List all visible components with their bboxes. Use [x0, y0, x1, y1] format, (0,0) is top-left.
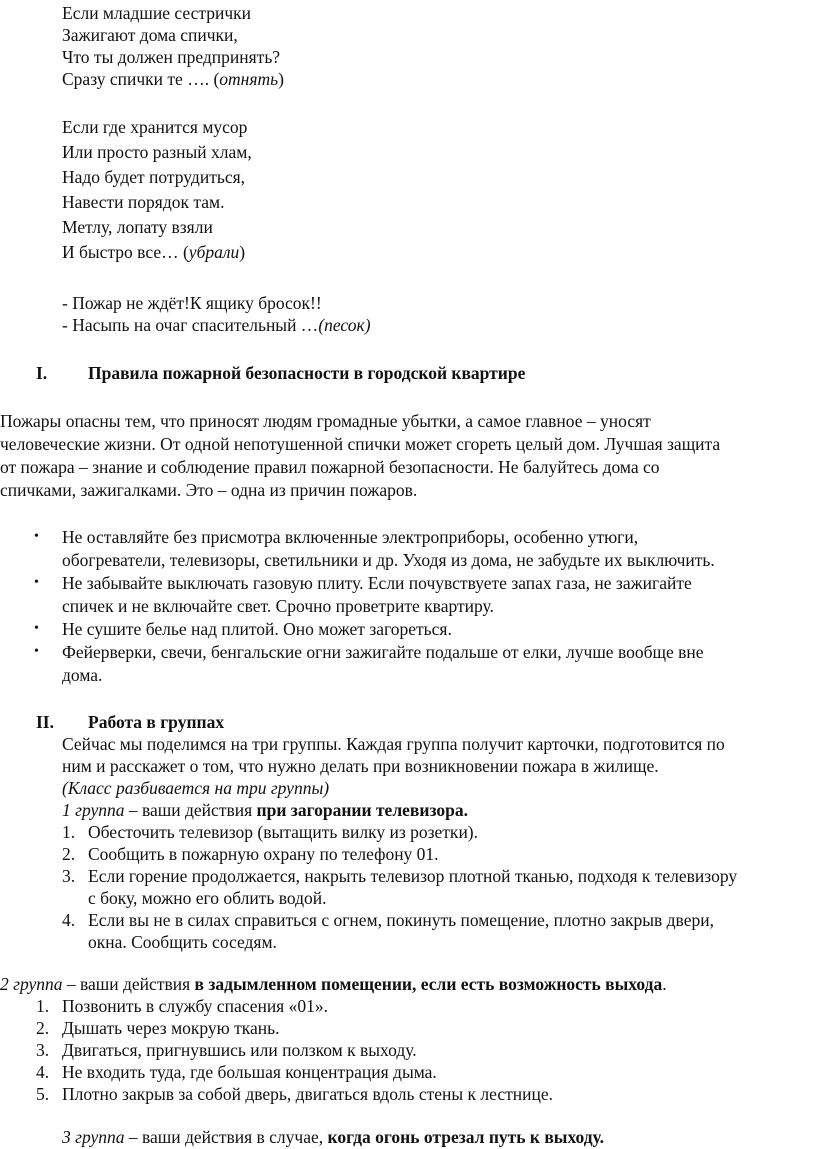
group2-heading: 2 группа – ваши действия в задымленном помещении, если есть возможность выхода.: [0, 974, 667, 994]
bullet-marker: •: [34, 644, 39, 659]
bullet2-line1: Не забывайте выключать газовую плиту. Если почувствуете запах газа, не зажигайте: [62, 573, 692, 593]
poem1-line3: Что ты должен предпринять?: [62, 47, 281, 67]
section1-para-line1: Пожары опасны тем, что приносят людям громадные убытки, а самое главное – уносят: [0, 411, 651, 431]
section1-number: I.: [36, 363, 48, 383]
group2-item-number: 5.: [36, 1084, 50, 1104]
poem3-line2: - Насыпь на очаг спасительный …(песок): [62, 315, 371, 335]
bullet1-line2: обогреватели, телевизоры, светильники и др. Уходя из дома, не забудьте их выключить.: [62, 550, 715, 570]
section2-note: (Класс разбивается на три группы): [62, 778, 330, 798]
bullet2-line2: спичек и не включайте свет. Срочно проветрите квартиру.: [62, 596, 494, 616]
poem1-line4: Сразу спички те …. (отнять): [62, 69, 284, 89]
group3-heading: 3 группа – ваши действия в случае, когда огонь отрезал путь к выходу.: [62, 1127, 605, 1147]
section2-number: II.: [36, 712, 54, 732]
poem2-line4: Навести порядок там.: [62, 192, 225, 212]
group1-item-text: Обесточить телевизор (вытащить вилку из розетки).: [88, 822, 479, 842]
poem2-line3: Надо будет потрудиться,: [62, 167, 246, 187]
bullet-marker: •: [34, 575, 39, 590]
bullet4-line2: дома.: [62, 665, 103, 685]
group1-item-text-cont: окна. Сообщить соседям.: [88, 932, 277, 952]
group2-item-number: 3.: [36, 1040, 50, 1060]
group2-item-number: 4.: [36, 1062, 50, 1082]
section2-para-line2: ним и расскажет о том, что нужно делать при возникновении пожара в жилище.: [62, 756, 659, 776]
poem1-line2: Зажигают дома спички,: [62, 25, 238, 45]
section2-para-line1: Сейчас мы поделимся на три группы. Каждая группа получит карточки, подготовится по: [62, 734, 725, 754]
bullet-marker: •: [34, 621, 39, 636]
group1-item-number: 2.: [62, 844, 76, 864]
group1-item-number: 1.: [62, 822, 76, 842]
group1-item-number: 4.: [62, 910, 76, 930]
poem2-line5: Метлу, лопату взяли: [62, 217, 213, 237]
bullet3-line1: Не сушите белье над плитой. Оно может загореться.: [62, 619, 452, 639]
poem1-line1: Если младшие сестрички: [62, 3, 251, 23]
bullet-marker: •: [34, 529, 39, 544]
group2-item-number: 1.: [36, 996, 50, 1016]
group1-heading: 1 группа – ваши действия при загорании телевизора.: [62, 800, 468, 820]
group1-item-text: Сообщить в пожарную охрану по телефону 01.: [88, 844, 439, 864]
section1-para-line2: человеческие жизни. От одной непотушенной спички может сгореть целый дом. Лучшая защита: [0, 434, 721, 454]
section1-para-line3: от пожара – знание и соблюдение правил пожарной безопасности. Не балуйтесь дома со: [0, 457, 660, 477]
bullet4-line1: Фейерверки, свечи, бенгальские огни зажигайте подальше от елки, лучше вообще вне: [62, 642, 704, 662]
group1-item-text: Если горение продолжается, накрыть телевизор плотной тканью, подходя к телевизору: [88, 866, 738, 886]
poem3-line1: - Пожар не ждёт!К ящику бросок!!: [62, 293, 322, 313]
section2-title: Работа в группах: [88, 712, 225, 732]
bullet1-line1: Не оставляйте без присмотра включенные электроприборы, особенно утюги,: [62, 527, 639, 547]
group1-item-text: Если вы не в силах справиться с огнем, покинуть помещение, плотно закрыв двери,: [88, 910, 714, 930]
section1-para-line4: спичками, зажигалками. Это – одна из причин пожаров.: [0, 480, 418, 500]
group2-item-text: Дышать через мокрую ткань.: [62, 1018, 280, 1038]
group2-item-text: Двигаться, пригнувшись или ползком к выходу.: [62, 1040, 417, 1060]
group1-item-text-cont: с боку, можно его облить водой.: [88, 888, 327, 908]
poem2-line6: И быстро все… (убрали): [62, 242, 246, 262]
group2-item-text: Плотно закрыв за собой дверь, двигаться вдоль стены к лестнице.: [62, 1084, 553, 1104]
section1-title: Правила пожарной безопасности в городской квартире: [88, 363, 526, 383]
poem2-line2: Или просто разный хлам,: [62, 142, 252, 162]
group2-item-number: 2.: [36, 1018, 50, 1038]
group2-item-text: Не входить туда, где большая концентрация дыма.: [62, 1062, 437, 1082]
poem2-line1: Если где хранится мусор: [62, 117, 248, 137]
group1-item-number: 3.: [62, 866, 76, 886]
group2-item-text: Позвонить в службу спасения «01».: [62, 996, 328, 1016]
